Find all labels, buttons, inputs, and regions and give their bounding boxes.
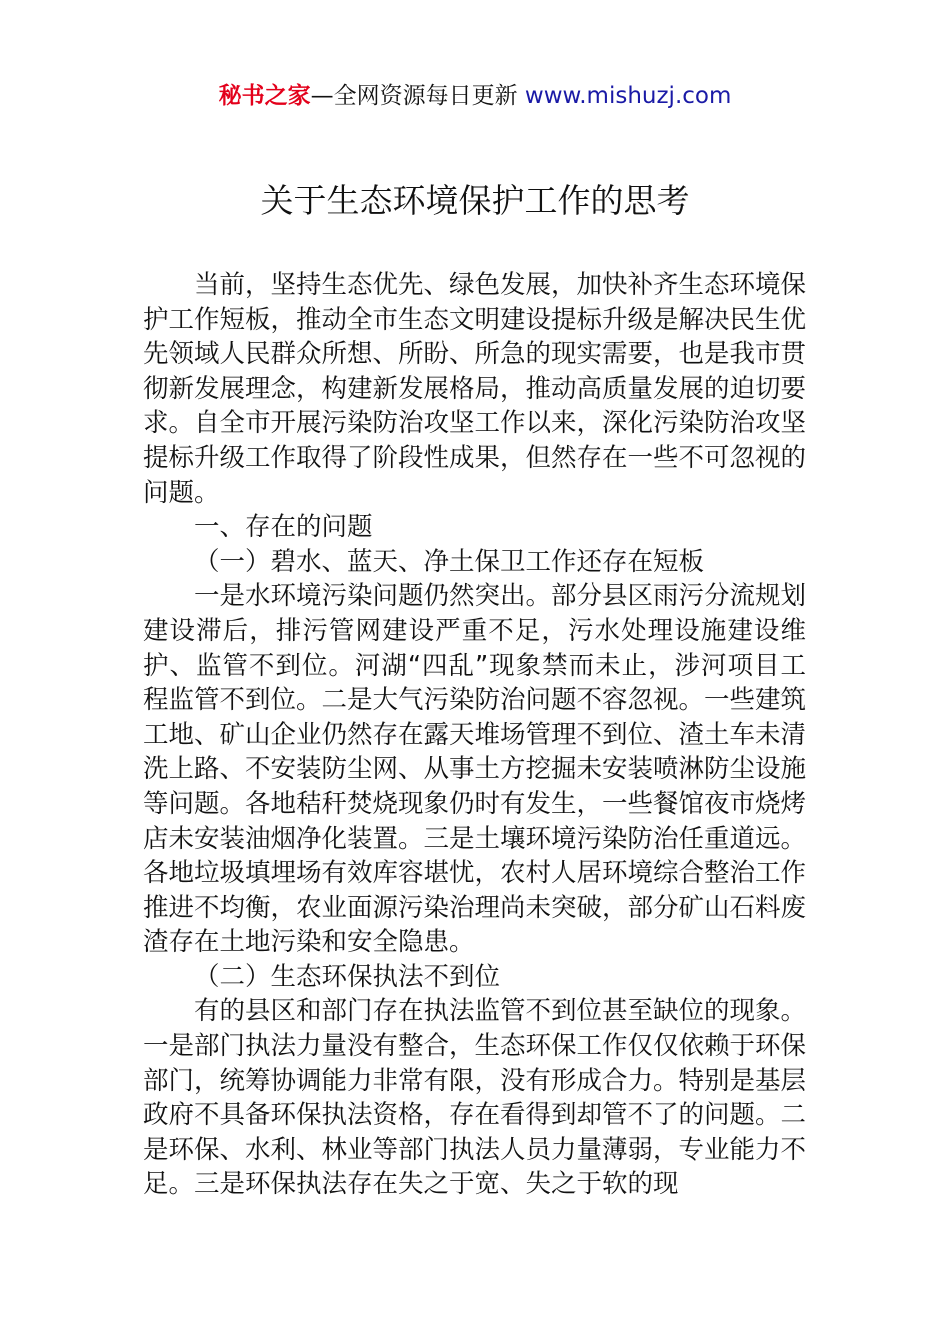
subsection-heading-1: （一）碧水、蓝天、净土保卫工作还存在短板 — [194, 546, 705, 577]
intro-paragraph: 当前，坚持生态优先、绿色发展，加快补齐生态环境保护工作短板，推动全市生态文明建设提标升级是解决民生优先领域人民群众所想、所盼、所急的现实需要，也是我市贯彻新发展理念，构建新发展格局，推动高质量发展的迫切要求。自全市开展污染防治攻坚工作以来，深化污染防治攻坚提标升级工作取得了阶段性成果，但然存在一些不可忽视的问题。 — [143, 270, 807, 508]
document-title: 关于生态环境保护工作的思考 — [260, 181, 690, 220]
site-brand: 秘书之家 — [218, 83, 311, 109]
document-body — [143, 268, 806, 1202]
site-tagline: —全网资源每日更新 — [310, 83, 525, 109]
subsection-heading-2: （二）生态环保执法不到位 — [194, 961, 501, 992]
site-url-link[interactable]: www.mishuzj.com — [524, 83, 732, 109]
subsection-paragraph-1: 一是水环境污染问题仍然突出。部分县区雨污分流规划建设滞后，排污管网建设严重不足，污水处理设施建设维护、监管不到位。河湖“四乱”现象禁而未止，涉河项目工程监管不到位。二是大气污染防治问题不容忽视。一些建筑工地、矿山企业仍然存在露天堆场管理不到位、渣土车未清洗上路、不安装防尘网、从事土方挖掘未安装喷淋防尘设施等问题。各地秸秆焚烧现象仍时有发生，一些餐馆夜市烧烤店未安装油烟净化装置。三是土壤环境污染防治任重道远。各地垃圾填埋场有效库容堪忧，农村人居环境综合整治工作推进不均衡，农业面源污染治理尚未突破，部分矿山石料废渣存在土地污染和安全隐患。 — [143, 581, 807, 958]
subsection-paragraph-2: 有的县区和部门存在执法监管不到位甚至缺位的现象。一是部门执法力量没有整合，生态环保工作仅仅依赖于环保部门，统筹协调能力非常有限，没有形成合力。特别是基层政府不具备环保执法资格，存在看得到却管不了的问题。二是环保、水利、林业等部门执法人员力量薄弱，专业能力不足。三是环保执法存在失之于宽、失之于软的现 — [143, 996, 807, 1200]
site-header — [0, 80, 950, 112]
section-heading-problems: 一、存在的问题 — [194, 512, 373, 543]
